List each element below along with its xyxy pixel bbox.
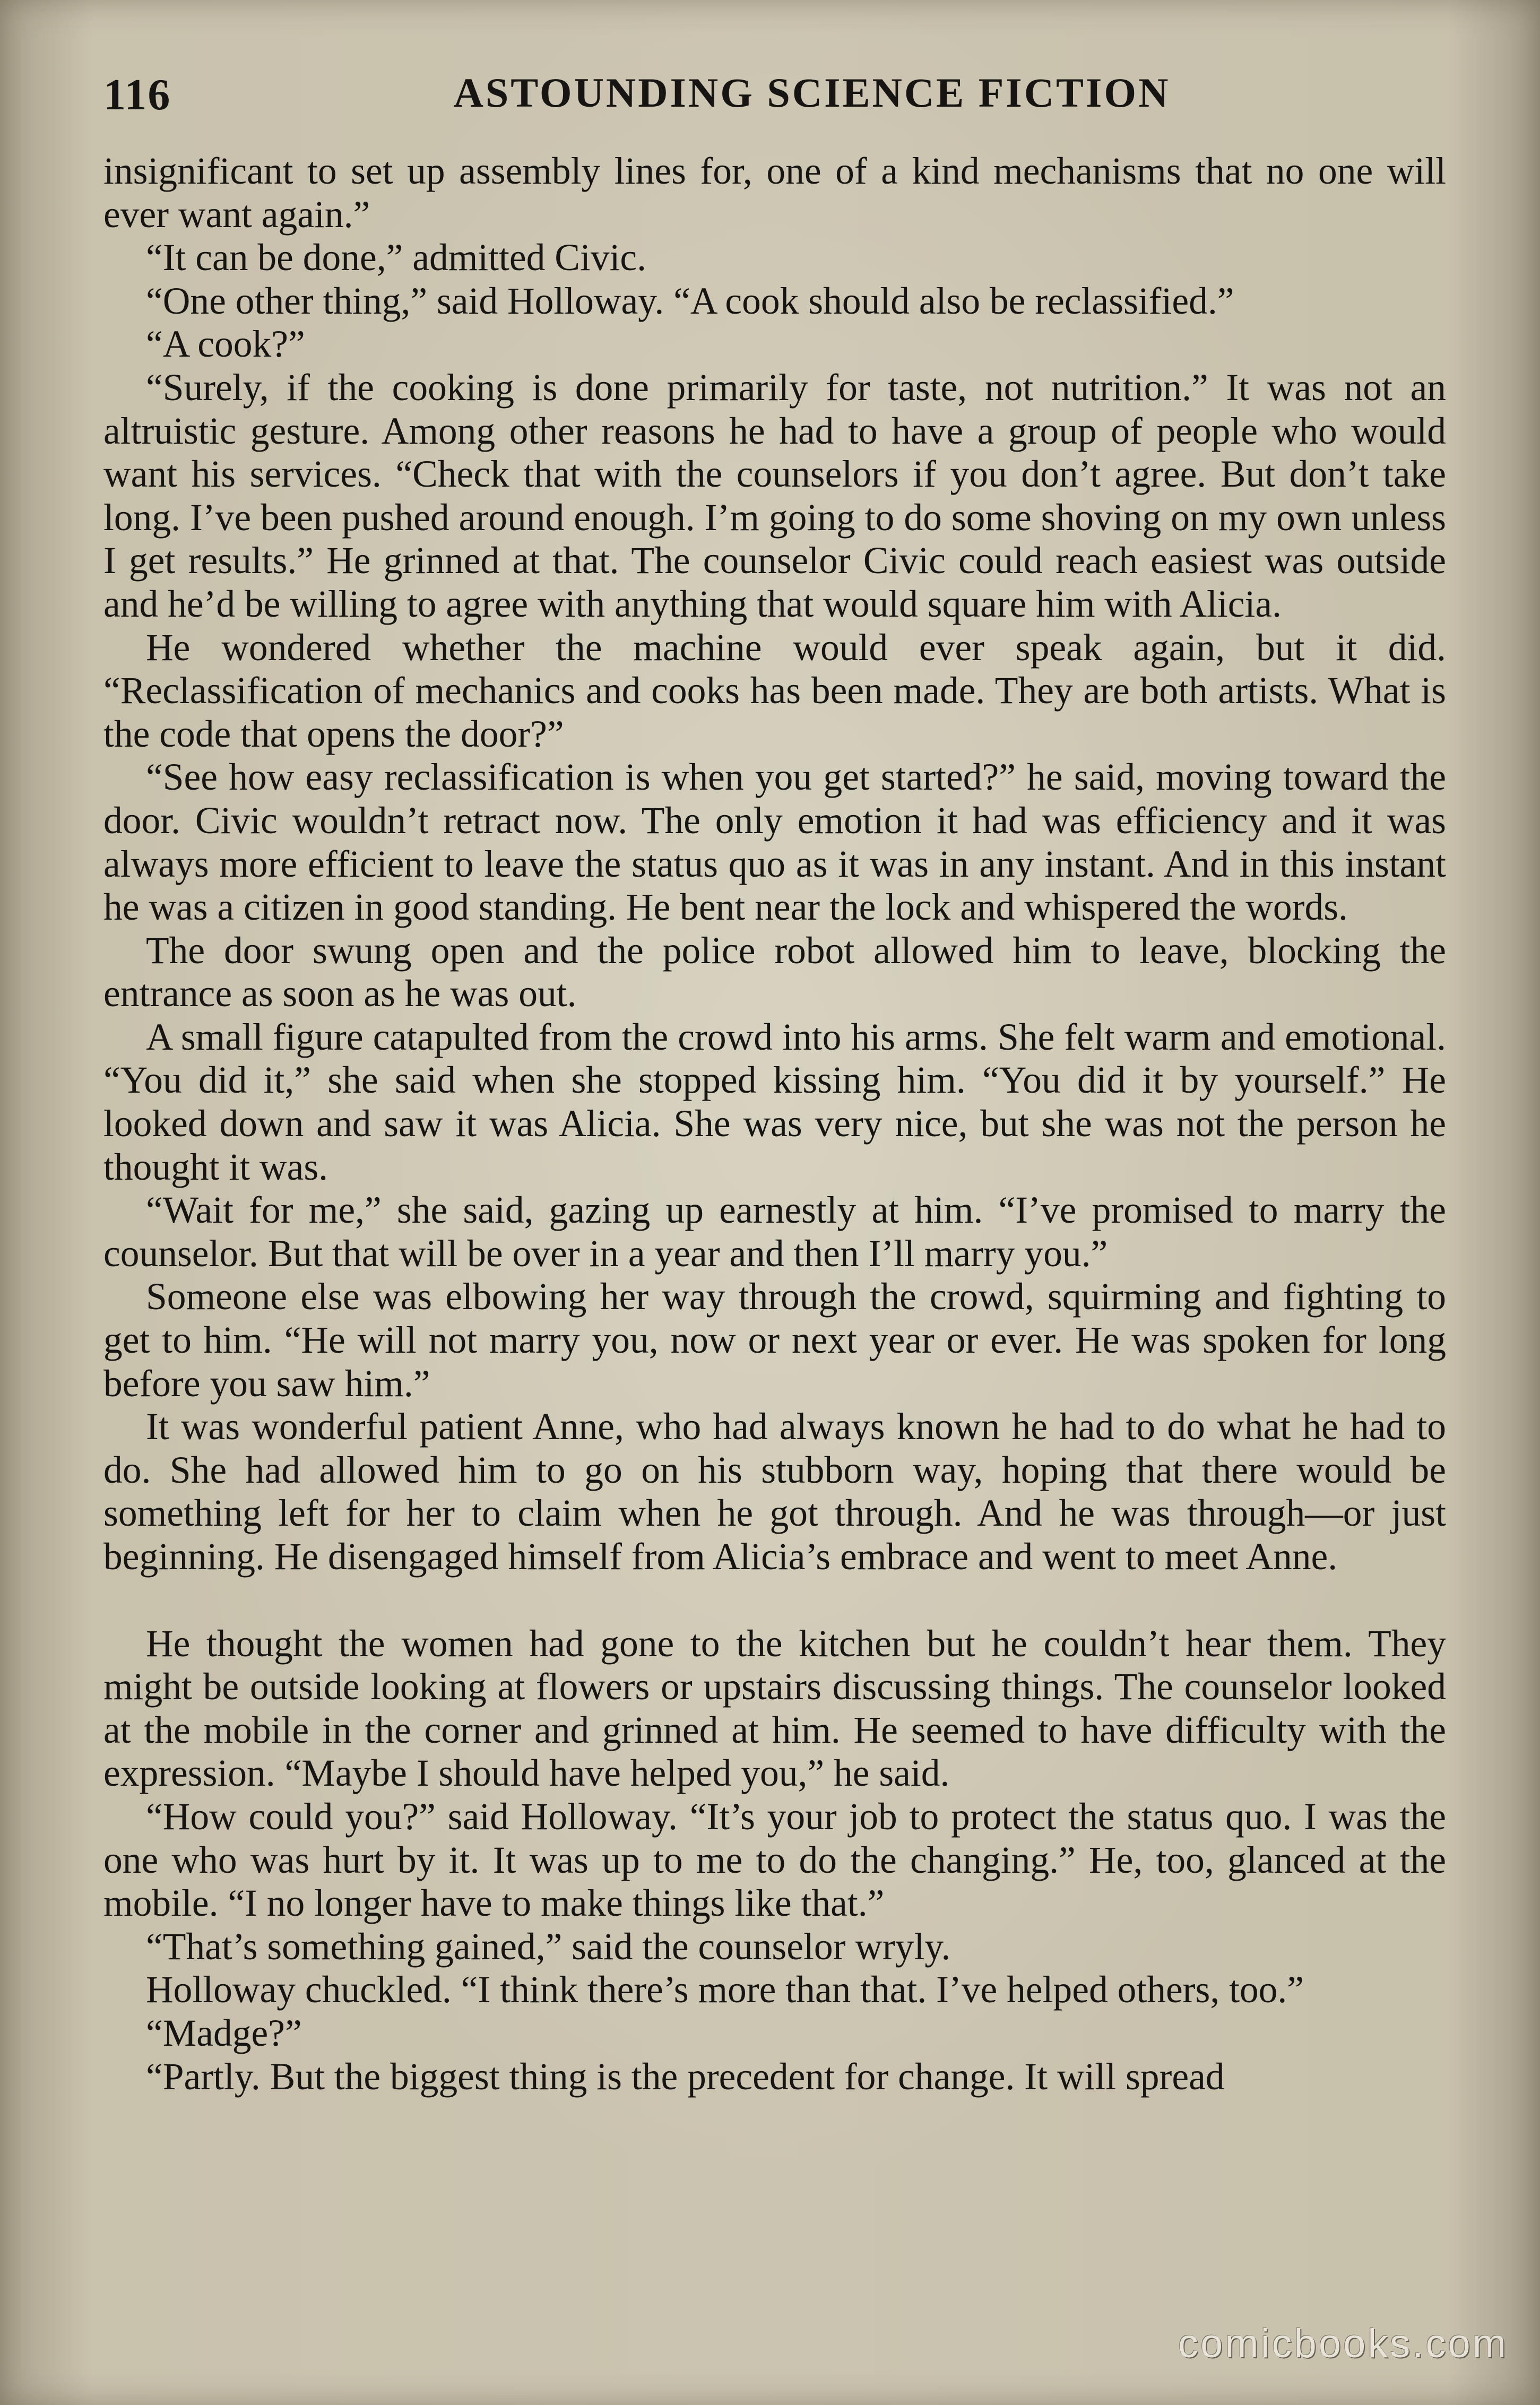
paragraph: “That’s something gained,” said the counselor wryly. (146, 1925, 951, 1968)
page-header (103, 69, 1451, 133)
paragraph: Someone else was elbowing her way through the crowd, squirming and fighting to get to him. “He will not marry you, now or next year or ever. He was spoken for long before you saw him.” (103, 1276, 1446, 1405)
paragraph: “A cook?” (146, 323, 305, 366)
paragraph: The door swung open and the police robot allowed him to leave, blocking the entrance as soon as he was out. (103, 929, 1446, 1015)
paragraph: He thought the women had gone to the kitchen but he couldn’t hear them. They might be outside looking at flowers or upstairs discussing things. The counselor looked at the mobile in the corner and grinned at him. He seemed to have difficulty with the expression. “Maybe I should have helped you,” he said. (103, 1622, 1446, 1795)
paragraph: “See how easy reclassification is when you get started?” he said, moving toward the door. Civic wouldn’t retract now. The only emotion it had was efficiency and it was always more efficient to leave the status quo as it was in any instant. And in this instant he was a citizen in good standing. He bent near the lock and whispered the words. (103, 756, 1446, 929)
paragraph: “How could you?” said Holloway. “It’s your job to protect the status quo. I was the one who was hurt by it. It was up to me to do the changing.” He, too, glanced at the mobile. “I no longer have to make things like that.” (103, 1795, 1446, 1925)
paragraph: “Surely, if the cooking is done primarily for taste, not nutrition.” It was not an altruistic gesture. Among other reasons he had to have a group of people who would want his services. “Check that with the counselors if you don’t agree. But don’t take long. I’ve been pushed around enough. I’m going to do some shoving on my own unless I get results.” He grinned at that. The counselor Civic could reach easiest was outside and he’d be willing to agree with anything that would square him with Alicia. (103, 366, 1446, 625)
paragraph: “Madge?” (146, 2012, 302, 2054)
paragraph: He wondered whether the machine would ever speak again, but it did. “Reclassification of mechanics and cooks has been made. They are both artists. What is the code that opens the door?” (103, 626, 1446, 755)
page-number: 116 (103, 70, 171, 119)
paragraph: insignificant to set up assembly lines for, one of a kind mechanisms that no one will ever want again.” (103, 150, 1446, 236)
paragraph: Holloway chuckled. “I think there’s more than that. I’ve helped others, too.” (146, 1969, 1304, 2011)
paragraph: It was wonderful patient Anne, who had always known he had to do what he had to do. She had allowed him to go on his stubborn way, hoping that there would be something left for her to claim when he got through. And he was through—or just beginning. He disengaged himself from Alicia’s embrace and went to meet Anne. (103, 1406, 1446, 1578)
paragraph: “Wait for me,” she said, gazing up earnestly at him. “I’ve promised to marry the counselor. But that will be over in a year and then I’ll marry you.” (103, 1189, 1446, 1275)
section-break (103, 1579, 1446, 1622)
paragraph: A small figure catapulted from the crowd into his arms. She felt warm and emotional. “You did it,” she said when she stopped kissing him. “You did it by yourself.” He looked down and saw it was Alicia. She was very nice, but she was not the person he thought it was. (103, 1016, 1446, 1188)
paragraph: “It can be done,” admitted Civic. (146, 237, 647, 279)
story-text (103, 150, 1446, 2098)
paragraph: “One other thing,” said Holloway. “A cook should also be reclassified.” (146, 280, 1234, 322)
running-head: ASTOUNDING SCIENCE FICTION (453, 70, 1171, 116)
watermark: comicbooks.com (1178, 2321, 1508, 2366)
paragraph: “Partly. But the biggest thing is the precedent for change. It will spread (146, 2055, 1225, 2098)
